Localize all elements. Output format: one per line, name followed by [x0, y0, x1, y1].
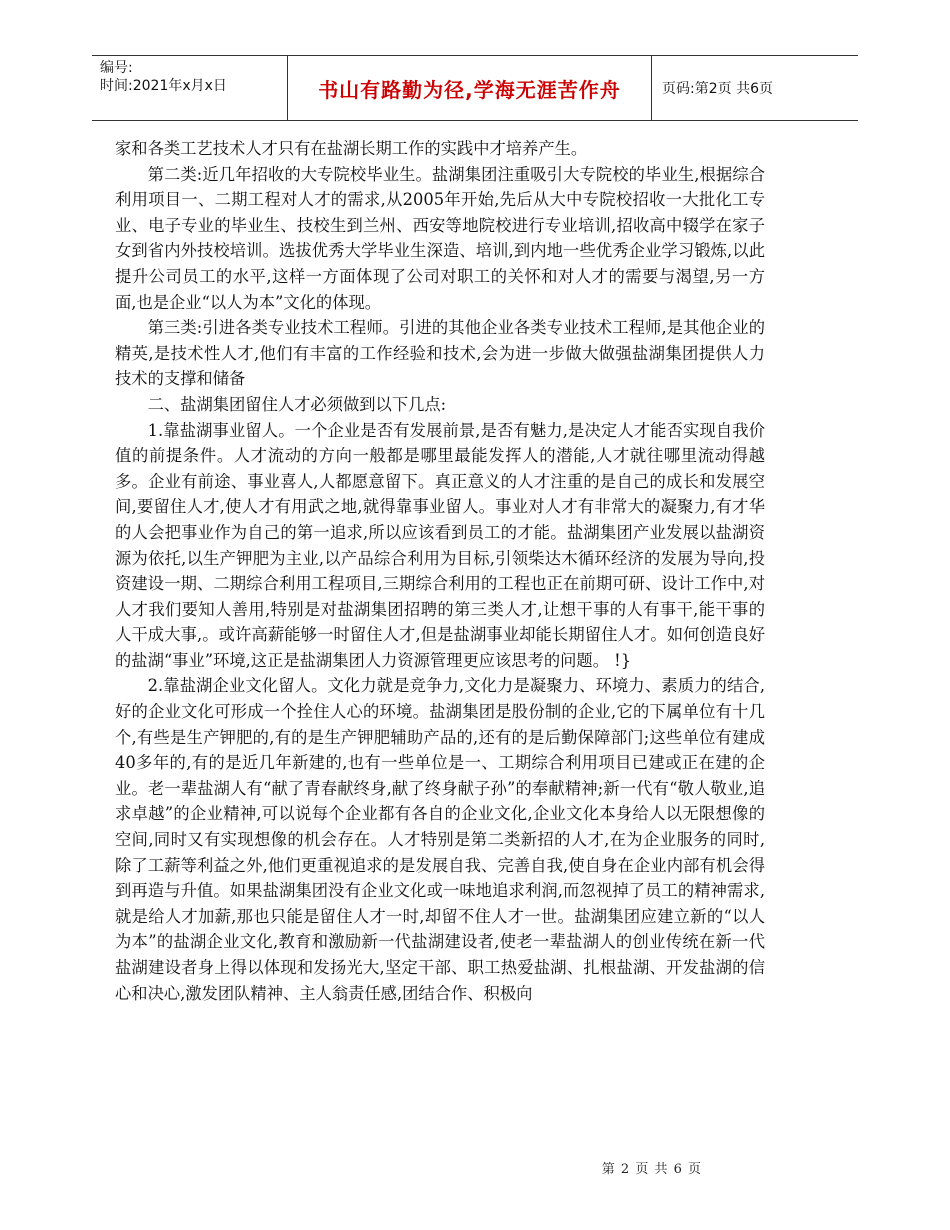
paragraph: 第二类:近几年招收的大专院校毕业生。盐湖集团注重吸引大专院校的毕业生,根据综合利用项目一、二期工程对人才的需求,从2005年开始,先后从大中专院校招收一大批化工专业、电子专业的毕业生、技校生到兰州、西安等地院校进行专业培训,招收高中辍学在家子女到省内外技校培训。选拔优秀大学毕业生深造、培训,到内地一些优秀企业学习锻炼,以此提升公司员工的水平,这样一方面体现了公司对职工的关怀和对人才的需要与渴望,另一方面,也是企业“以人为本”文化的体现。 — [115, 164, 765, 312]
page-footer: 第 2 页 共 6 页 — [601, 1162, 702, 1177]
time-label: 时间:2021年x月x日 — [100, 78, 227, 94]
paragraph: 第三类:引进各类专业技术工程师。引进的其他企业各类专业技术工程师,是其他企业的精英,是技术性人才,他们有丰富的工作经验和技术,会为进一步做大做强盐湖集团提供人力技术的支撑和储备 — [115, 318, 765, 389]
document-body — [115, 136, 765, 1006]
header-page-number: 页码:第2页 共6页 — [662, 81, 773, 97]
header-meta — [92, 56, 287, 120]
paragraph: 1.靠盐湖事业留人。一个企业是否有发展前景,是否有魅力,是决定人才能否实现自我价值的前提条件。人才流动的方向一般都是哪里最能发挥人的潜能,人才就往哪里流动得越多。企业有前途、事业喜人,人都愿意留下。真正意义的人才注重的是自己的成长和发展空间,要留住人才,使人才有用武之地,就得靠事业留人。事业对人才有非常大的凝聚力,有才华的人会把事业作为自己的第一追求,所以应该看到员工的才能。盐湖集团产业发展以盐湖资源为依托,以生产钾肥为主业,以产品综合利用为目标,引领柴达木循环经济的发展为导向,投资建设一期、二期综合利用工程项目,三期综合利用的工程也正在前期可研、设计工作中,对人才我们要知人善用,特别是对盐湖集团招聘的第三类人才,让想干事的人有事干,能干事的人干成大事,。或许高薪能够一时留住人才,但是盐湖事业却能长期留住人才。如何创造良好的盐湖“事业”环境,这正是盐湖集团人力资源管理更应该思考的问题。 !} — [115, 420, 765, 670]
code-label: 编号: — [100, 60, 133, 76]
section-heading: 二、盐湖集团留住人才必须做到以下几点: — [147, 394, 447, 414]
paragraph: 家和各类工艺技术人才只有在盐湖长期工作的实践中才培养产生。 — [115, 139, 588, 158]
page-header — [92, 55, 858, 121]
paragraph: 2.靠盐湖企业文化留人。文化力就是竞争力,文化力是凝聚力、环境力、素质力的结合,好的企业文化可形成一个拴住人心的环境。盐湖集团是股份制的企业,它的下属单位有十几个,有些是生产钾肥的,有的是生产钾肥辅助产品的,还有的是后勤保障部门;这些单位有建成40多年的,有的是近几年新建的,也有一些单位是一、工期综合利用项目已建或正在建的企业。老一辈盐湖人有“献了青春献终身,献了终身献子孙”的奉献精神;新一代有“敬人敬业,追求卓越”的企业精神,可以说每个企业都有各自的企业文化,企业文化本身给人以无限想像的空间,同时又有实现想像的机会存在。人才特别是第二类新招的人才,在为企业服务的同时,除了工薪等利益之外,他们更重视追求的是发展自我、完善自我,使自身在企业内部有机会得到再造与升值。如果盐湖集团没有企业文化或一味地追求利润,而忽视掉了员工的精神需求,就是给人才加薪,那也只能是留住人才一时,却留不住人才一世。盐湖集团应建立新的“以人为本”的盐湖企业文化,教育和激励新一代盐湖建设者,使老一辈盐湖人的创业传统在新一代盐湖建设者身上得以体现和发扬光大,坚定干部、职工热爱盐湖、扎根盐湖、开发盐湖的信心和决心,激发团队精神、主人翁责任感,团结合作、积极向 — [115, 676, 765, 1003]
header-motto: 书山有路勤为径,学海无涯苦作舟 — [287, 56, 652, 120]
